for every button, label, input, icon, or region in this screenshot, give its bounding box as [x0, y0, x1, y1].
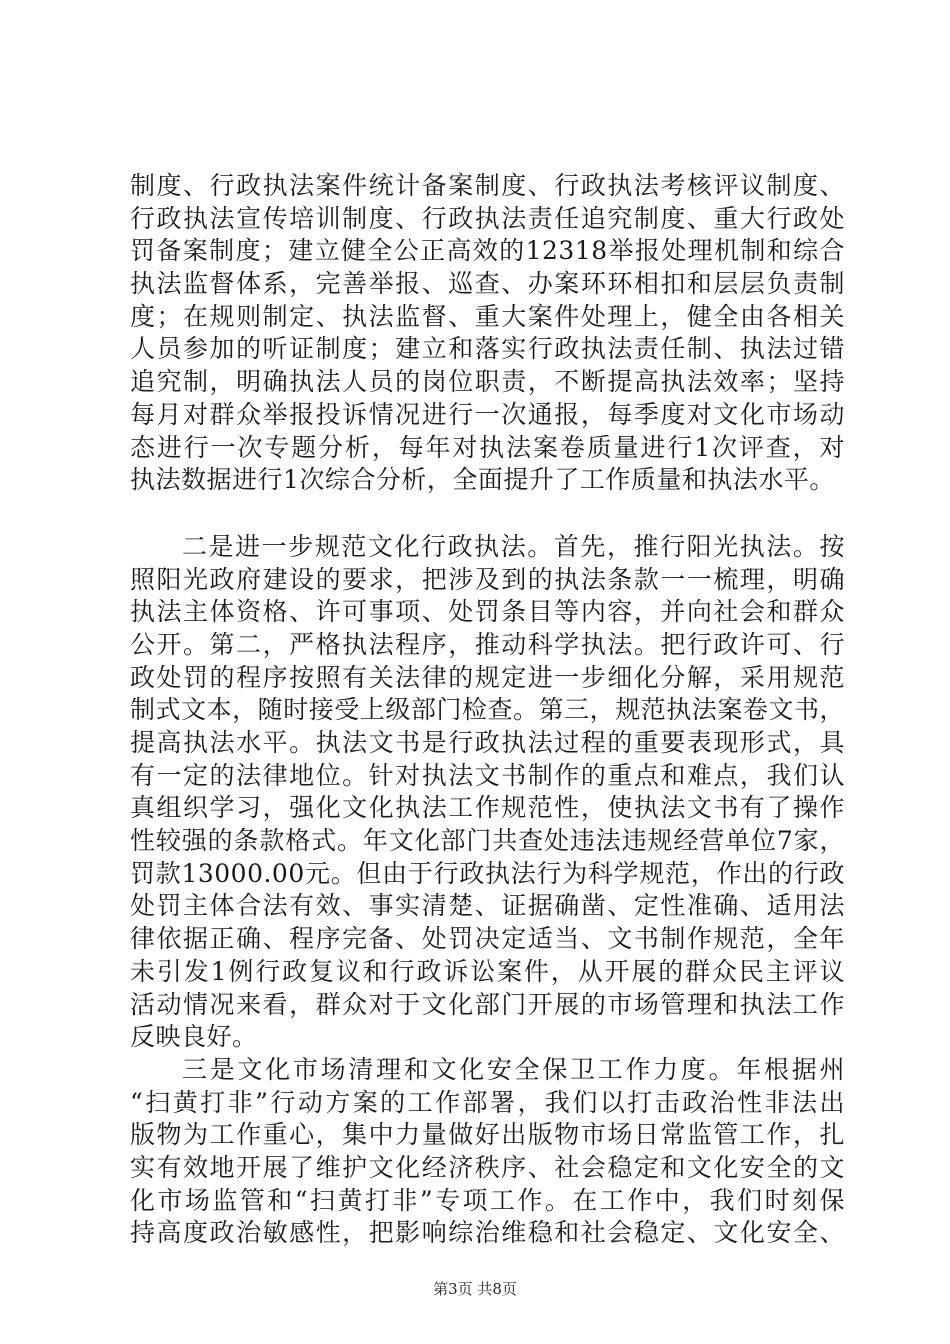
text-line: 三是文化市场清理和文化安全保卫工作力度。年根据州: [182, 1054, 845, 1084]
text-line: 版物为工作重心，集中力量做好出版物市场日常监管工作，扎: [130, 1120, 845, 1150]
paragraph-spacer: [130, 497, 845, 531]
text-line: 有一定的法律地位。针对执法文书制作的重点和难点，我们认: [130, 760, 845, 790]
text-line: 罚款13000.00元。但由于行政执法行为科学规范，作出的行政: [130, 858, 845, 888]
text-line: 行政执法宣传培训制度、行政执法责任追究制度、重大行政处: [130, 203, 845, 233]
text-line: 活动情况来看，群众对于文化部门开展的市场管理和执法工作: [130, 989, 845, 1019]
text-line: 制度、行政执法案件统计备案制度、行政执法考核评议制度、: [130, 171, 845, 200]
text-line: 执法主体资格、许可事项、处罚条目等内容，并向社会和群众: [130, 597, 845, 627]
text-line: 处罚主体合法有效、事实清楚、证据确凿、定性准确、适用法: [130, 891, 845, 921]
text-line: 性较强的条款格式。年文化部门共查处违法违规经营单位7家，: [130, 826, 845, 856]
text-line: 真组织学习，强化文化执法工作规范性，使执法文书有了操作: [130, 793, 845, 823]
page-number-footer: 第3页 共8页: [433, 1280, 517, 1298]
text-line: 政处罚的程序按照有关法律的规定进一步细化分解，采用规范: [130, 662, 845, 692]
text-line: 制式文本，随时接受上级部门检查。第三，规范执法案卷文书，: [130, 695, 845, 725]
text-line: 人员参加的听证制度；建立和落实行政执法责任制、执法过错: [130, 334, 845, 364]
paragraph-1: [130, 170, 845, 497]
text-line: 律依据正确、程序完备、处罚决定适当、文书制作规范，全年: [130, 924, 845, 954]
text-line: 罚备案制度；建立健全公正高效的12318举报处理机制和综合: [130, 236, 845, 266]
text-line: 持高度政治敏感性，把影响综治维稳和社会稳定、文化安全、: [130, 1218, 845, 1248]
text-line: 反映良好。: [130, 1022, 258, 1052]
document-body: [130, 170, 845, 1250]
paragraph-2: [130, 531, 845, 1054]
text-line: 每月对群众举报投诉情况进行一次通报，每季度对文化市场动: [130, 399, 845, 429]
text-line: “扫黄打非”行动方案的工作部署，我们以打击政治性非法出: [130, 1087, 845, 1117]
text-line: 公开。第二，严格执法程序，推动科学执法。把行政许可、行: [130, 629, 845, 659]
text-line: 未引发1例行政复议和行政诉讼案件，从开展的群众民主评议: [130, 956, 845, 986]
text-line: 执法数据进行1次综合分析，全面提升了工作质量和执法水平。: [130, 465, 835, 495]
text-line: 追究制，明确执法人员的岗位职责，不断提高执法效率；坚持: [130, 367, 845, 397]
paragraph-3: [130, 1054, 845, 1250]
text-line: 提高执法水平。执法文书是行政执法过程的重要表现形式，具: [130, 728, 845, 757]
text-line: 执法监督体系，完善举报、巡查、办案环环相扣和层层负责制: [130, 269, 845, 299]
text-line: 化市场监管和“扫黄打非”专项工作。在工作中，我们时刻保: [130, 1185, 845, 1215]
text-line: 度；在规则制定、执法监督、重大案件处理上，健全由各相关: [130, 301, 845, 331]
text-line: 二是进一步规范文化行政执法。首先，推行阳光执法。按: [182, 531, 845, 561]
text-line: 照阳光政府建设的要求，把涉及到的执法条款一一梳理，明确: [130, 564, 845, 594]
text-line: 态进行一次专题分析，每年对执法案卷质量进行1次评查，对: [130, 432, 845, 462]
text-line: 实有效地开展了维护文化经济秩序、社会稳定和文化安全的文: [130, 1152, 845, 1182]
